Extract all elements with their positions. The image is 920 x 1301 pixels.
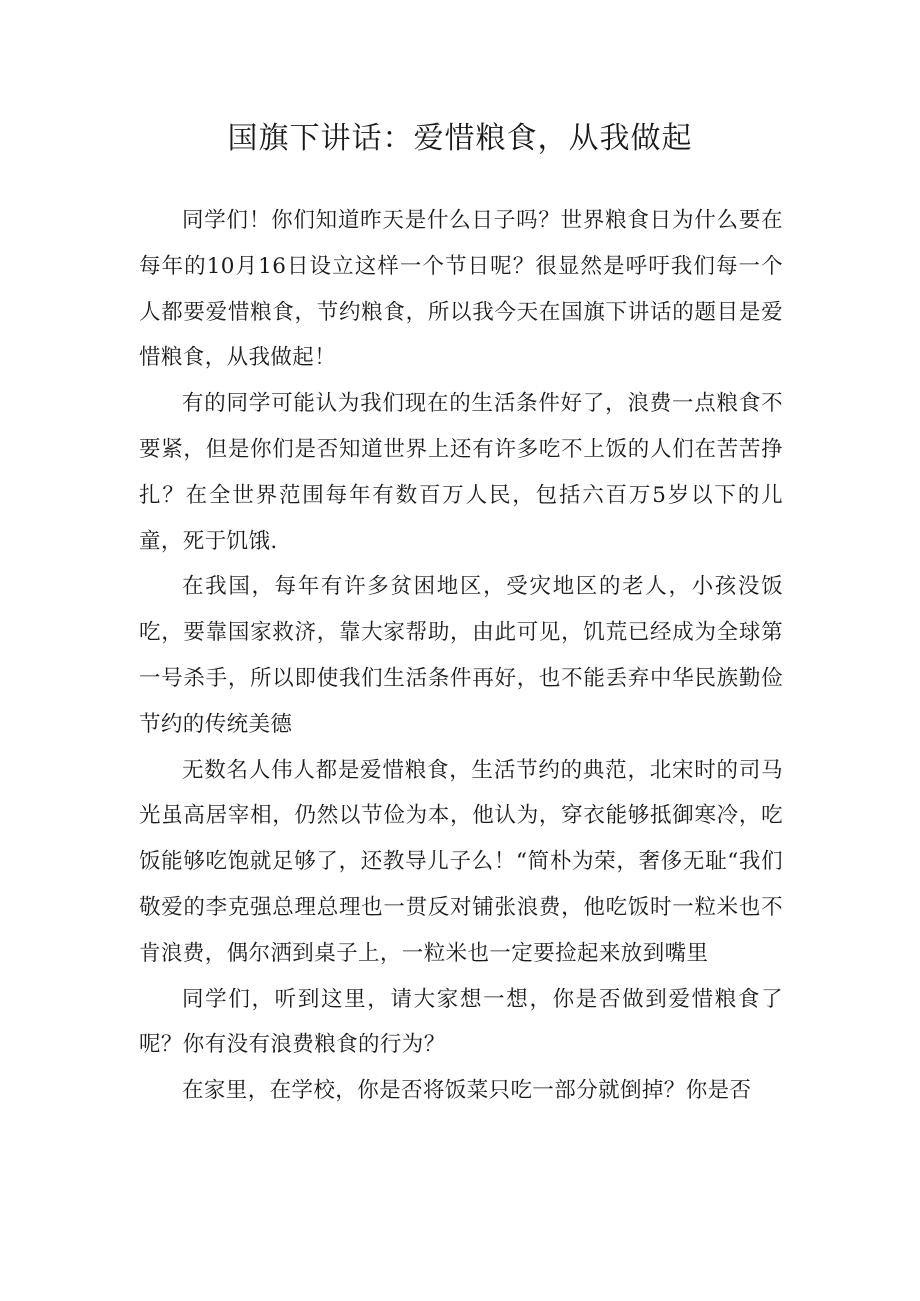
- paragraph: 无数名人伟人都是爱惜粮食，生活节约的典范，北宋时的司马光虽高居宰相，仍然以节俭为本，他认为，穿衣能够抵御寒冷，吃饭能够吃饱就足够了，还教导儿子么！“简朴为荣，奢侈无耻“我们敬爱的李克强总理总理也一贯反对铺张浪费，他吃饭时一粒米也不肯浪费，偶尔洒到桌子上，一粒米也一定要捡起来放到嘴里: [139, 757, 783, 966]
- paragraph: 同学们！你们知道昨天是什么日子吗？世界粮食日为什么要在每年的10月16日设立这样一个节日呢？很显然是呼吁我们每一个人都要爱惜粮食，节约粮食，所以我今天在国旗下讲话的题目是爱惜粮食，从我做起！: [139, 208, 783, 371]
- paragraph: 在家里，在学校，你是否将饭菜只吃一部分就倒掉？你是否: [182, 1078, 752, 1104]
- page-title: 国旗下讲话：爱惜粮食，从我做起: [227, 121, 693, 156]
- document-body: [139, 198, 783, 1114]
- paragraph: 有的同学可能认为我们现在的生活条件好了，浪费一点粮食不要紧，但是你们是否知道世界上还有许多吃不上饭的人们在苦苦挣扎？在全世界范围每年有数百万人民，包括六百万5岁以下的儿童，死于饥饿.: [139, 391, 783, 554]
- paragraph: 同学们，听到这里，请大家想一想，你是否做到爱惜粮食了呢？你有没有浪费粮食的行为？: [139, 986, 783, 1058]
- paragraph: 在我国，每年有许多贫困地区，受灾地区的老人，小孩没饭吃，要靠国家救济，靠大家帮助，由此可见，饥荒已经成为全球第一号杀手，所以即使我们生活条件再好，也不能丢弃中华民族勤俭节约的传统美德: [139, 574, 783, 737]
